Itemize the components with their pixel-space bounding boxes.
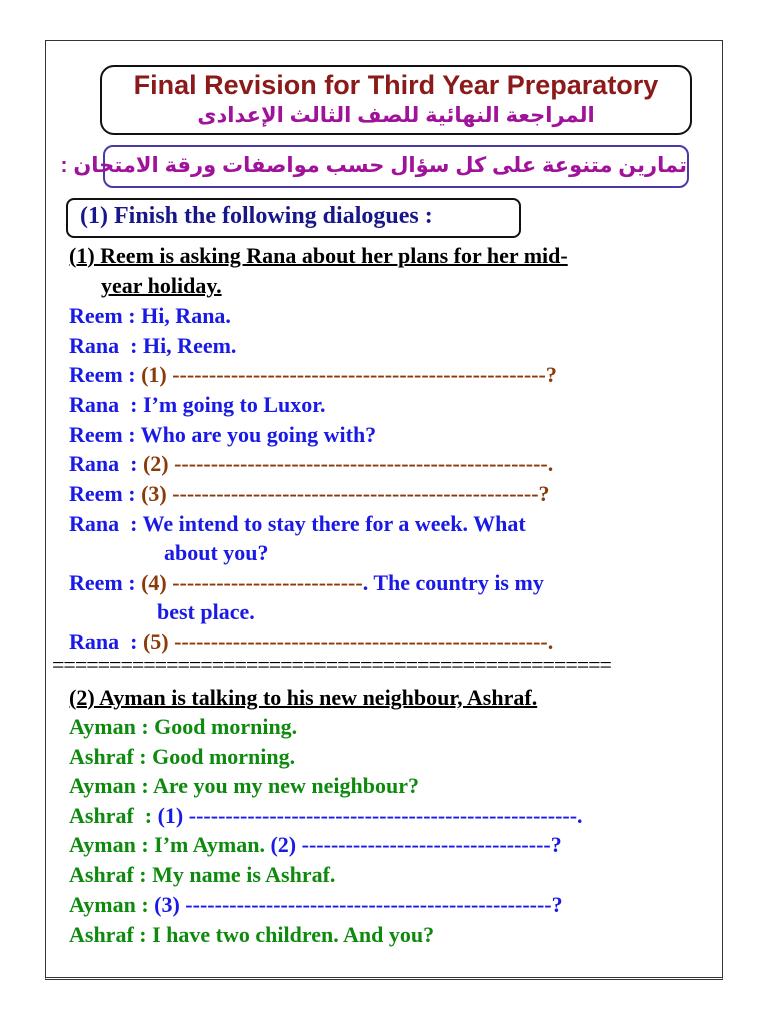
dialogue-line	[69, 862, 335, 888]
dialogue-line	[69, 714, 297, 740]
dialogue-line	[69, 303, 231, 329]
dialogue-line	[69, 773, 419, 799]
dialogue1-intro-line2-wrap	[69, 273, 222, 299]
speaker: Reem :	[69, 303, 142, 328]
answer-blank: (2) ---------------------------------------------------.	[142, 451, 554, 476]
dialogue2-intro: (2) Ayman is talking to his new neighbour, Ashraf.	[69, 685, 538, 710]
answer-blank: (5) ---------------------------------------------------.	[142, 629, 554, 654]
dialogue-line	[69, 362, 557, 388]
dialogue1-intro-line2: year holiday.	[101, 273, 222, 298]
speaker: Ayman :	[69, 892, 155, 917]
answer-blank: (1) ---------------------------------------------------?	[141, 362, 557, 387]
question-heading-box	[66, 198, 521, 238]
line-text: I’m going to Luxor.	[142, 392, 326, 417]
title-arabic: المراجعة النهائية للصف الثالث الإعدادى	[197, 104, 595, 127]
answer-blank: (1) -----------------------------------------------------.	[157, 803, 583, 828]
speaker: Ashraf :	[69, 862, 153, 887]
dialogue-line	[69, 832, 562, 858]
answer-blank: (3) --------------------------------------------------?	[141, 481, 550, 506]
subtitle-box	[60, 145, 689, 188]
speaker: Reem :	[69, 362, 142, 387]
dialogue-line	[69, 422, 376, 448]
speaker: Rana :	[69, 451, 143, 476]
speaker: Reem :	[69, 570, 142, 595]
subtitle-arabic: تمارين متنوعة على كل سؤال حسب مواصفات ورقة الامتحان :	[60, 154, 687, 177]
speaker: Rana :	[69, 333, 143, 358]
speaker: Ashraf :	[69, 744, 153, 769]
dialogue-line	[69, 570, 544, 596]
line-text: best place.	[157, 599, 255, 624]
title-english: Final Revision for Third Year Preparatory	[133, 70, 659, 100]
answer-blank: (2) ----------------------------------?	[270, 832, 562, 857]
speaker: Ashraf :	[69, 922, 153, 947]
dialogue-line	[69, 892, 563, 918]
speaker: Ayman :	[69, 773, 153, 798]
dialogue-line	[69, 392, 326, 418]
line-text: Are you my new neighbour?	[152, 773, 419, 798]
speaker: Reem :	[69, 481, 142, 506]
line-text: Hi, Rana.	[141, 303, 231, 328]
speaker: Reem :	[69, 422, 141, 447]
speaker: Rana :	[69, 629, 143, 654]
speaker: Rana :	[69, 511, 143, 536]
line-text: I’m Ayman.	[154, 832, 271, 857]
title-box	[100, 65, 692, 135]
speaker: Ayman :	[69, 832, 155, 857]
dialogue-line	[69, 481, 550, 507]
dialogue-line	[69, 922, 434, 948]
separator-line: =================================================	[52, 652, 611, 677]
line-text: Good morning.	[152, 744, 296, 769]
dialogue-line-continuation	[164, 540, 269, 566]
line-text: We intend to stay there for a week. What	[142, 511, 526, 536]
dialogue-line	[69, 511, 526, 537]
speaker: Ayman :	[69, 714, 155, 739]
line-text: My name is Ashraf.	[152, 862, 336, 887]
dialogue-line	[69, 451, 553, 477]
line-text: Good morning.	[154, 714, 298, 739]
line-text: Who are you going with?	[140, 422, 377, 447]
dialogue-line-continuation	[157, 599, 255, 625]
line-text: . The country is my	[362, 570, 544, 595]
dialogue-line	[69, 803, 583, 829]
speaker: Ashraf :	[69, 803, 158, 828]
dialogue-line	[69, 744, 295, 770]
line-text: about you?	[164, 540, 269, 565]
line-text: I have two children. And you?	[152, 922, 435, 947]
answer-blank: (3) --------------------------------------------------?	[154, 892, 563, 917]
dialogue-line	[69, 333, 236, 359]
dialogue1-intro-line1: (1) Reem is asking Rana about her plans for her mid-	[69, 243, 568, 268]
line-text: Hi, Reem.	[142, 333, 237, 358]
answer-blank: (4) --------------------------	[141, 570, 363, 595]
speaker: Rana :	[69, 392, 143, 417]
question-heading: (1) Finish the following dialogues :	[80, 203, 433, 229]
